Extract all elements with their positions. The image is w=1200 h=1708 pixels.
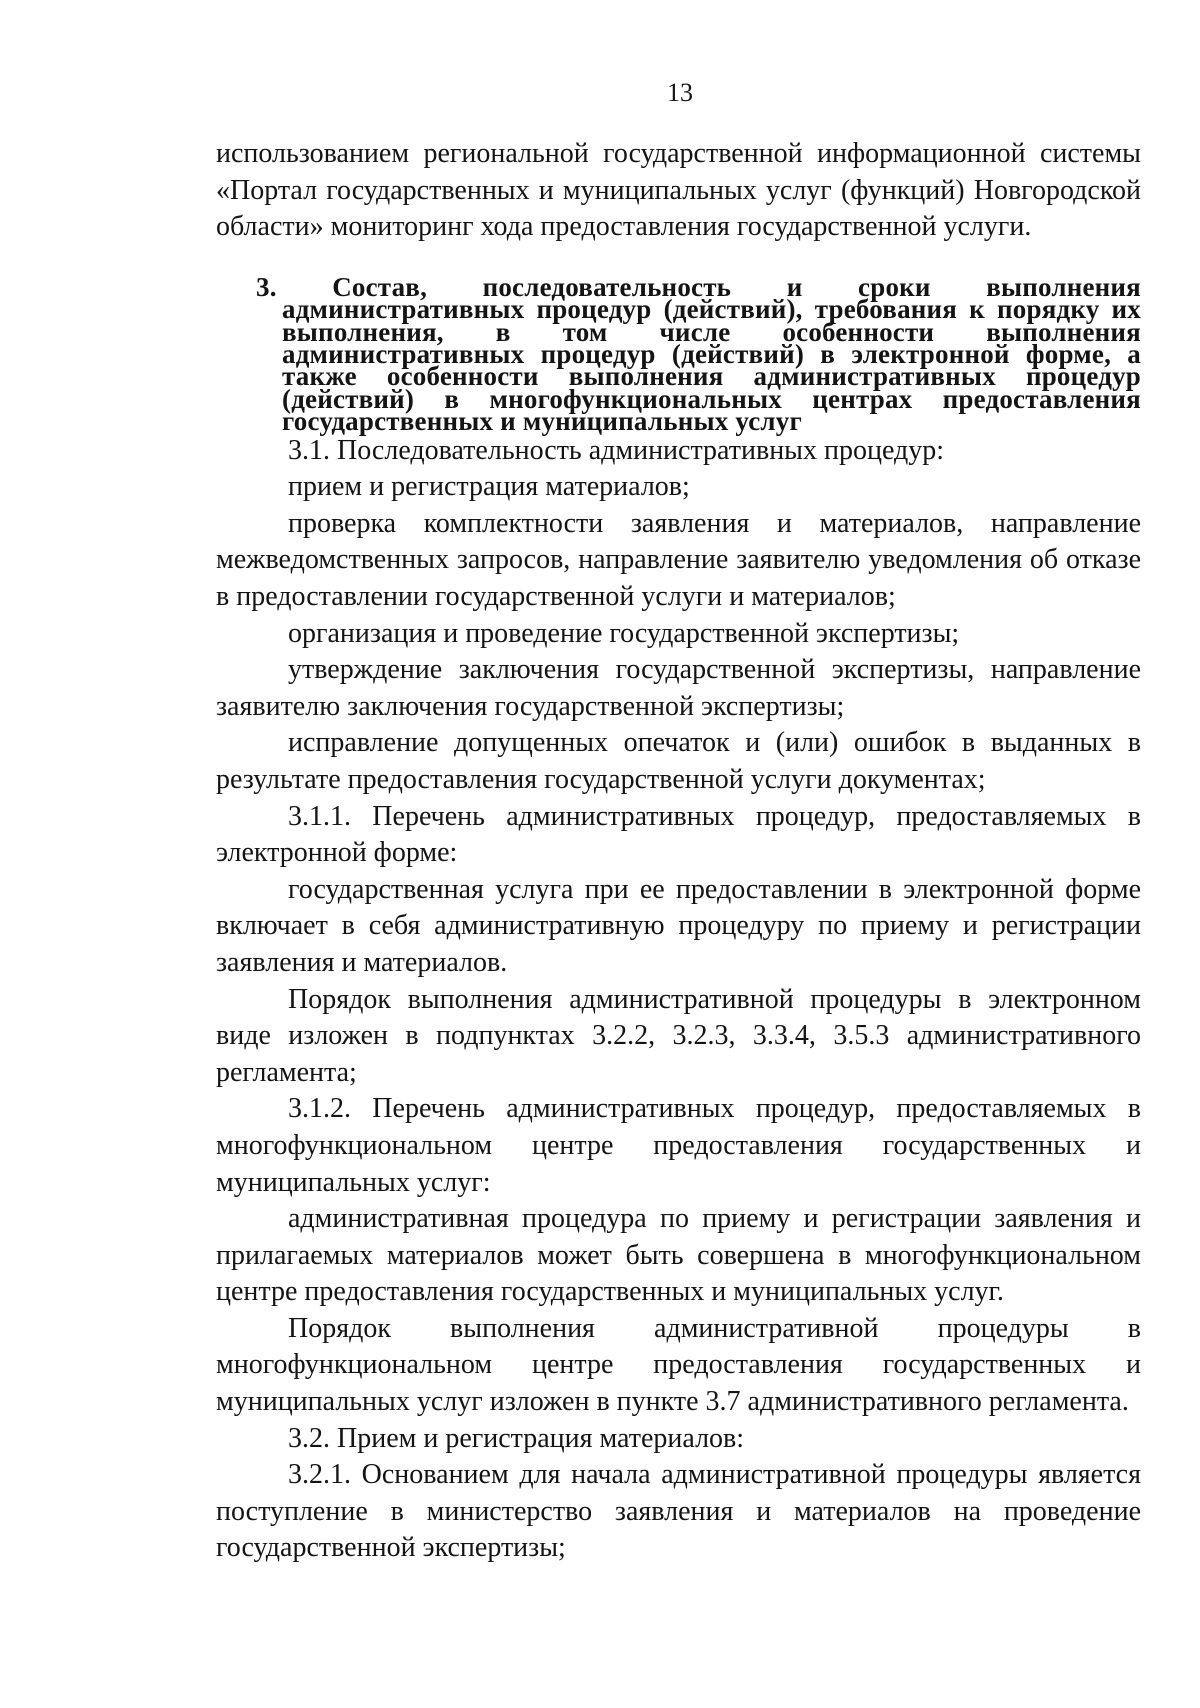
paragraph-3-1-1: 3.1.1. Перечень административных процедур, предоставляемых в электронной форме: [216, 800, 1141, 869]
paragraph-3-1-2: 3.1.2. Перечень административных процедур, предоставляемых в многофункциональном центре предоставления государственных и муниципальных услуг: [216, 1093, 1141, 1198]
list-item-expertise: организация и проведение государственной экспертизы; [288, 617, 960, 649]
paragraph-electronic-order: Порядок выполнения административной процедуры в электронном виде изложен в подпунктах 3.2.2, 3.2.3, 3.3.4, 3.5.3 административного регламента; [216, 983, 1141, 1088]
paragraph-mfc-procedure: административная процедура по приему и регистрации заявления и прилагаемых материалов может быть совершена в многофункциональном центре предоставления государственных и муниципальных услуг. [216, 1203, 1141, 1308]
intro-paragraph: использованием региональной государственной информационной системы «Портал государственных и муниципальных услуг (функций) Новгородской области» мониторинг хода предоставления государственной услуги. [216, 138, 1141, 243]
paragraph-3-2: 3.2. Прием и регистрация материалов: [288, 1422, 745, 1454]
section-heading: 3. Состав, последовательность и сроки выполнения административных процедур (действий), требования к порядку их выполнения, в том числе особенности выполнения административных процедур (действий) в электронной форме, а также особенности выполнения административных процедур (действий) в многофункциональных центрах предоставления государственных и муниципальных услуг [256, 271, 1141, 437]
list-item-reception: прием и регистрация материалов; [288, 471, 690, 503]
list-item-approval: утверждение заключения государственной экспертизы, направление заявителю заключения государственной экспертизы; [216, 654, 1141, 722]
paragraph-3-2-1: 3.2.1. Основанием для начала административной процедуры является поступление в министерство заявления и материалов на проведение государственной экспертизы; [216, 1459, 1141, 1564]
page-number: 13 [667, 78, 693, 107]
paragraph-3-1: 3.1. Последовательность административных процедур: [288, 434, 945, 466]
paragraph-electronic-service: государственная услуга при ее предоставлении в электронной форме включает в себя административную процедуру по приему и регистрации заявления и материалов. [216, 873, 1141, 978]
paragraph-mfc-order: Порядок выполнения административной процедуры в многофункциональном центре предоставления государственных и муниципальных услуг изложен в пункте 3.7 административного регламента. [216, 1312, 1141, 1418]
list-item-corrections: исправление допущенных опечаток и (или) ошибок в выданных в результате предоставления государственной услуги документах; [216, 727, 1141, 795]
document-body [216, 136, 1141, 1567]
list-item-verification: проверка комплектности заявления и материалов, направление межведомственных запросов, направление заявителю уведомления об отказе в предоставлении государственной услуги и материалов; [216, 507, 1141, 612]
